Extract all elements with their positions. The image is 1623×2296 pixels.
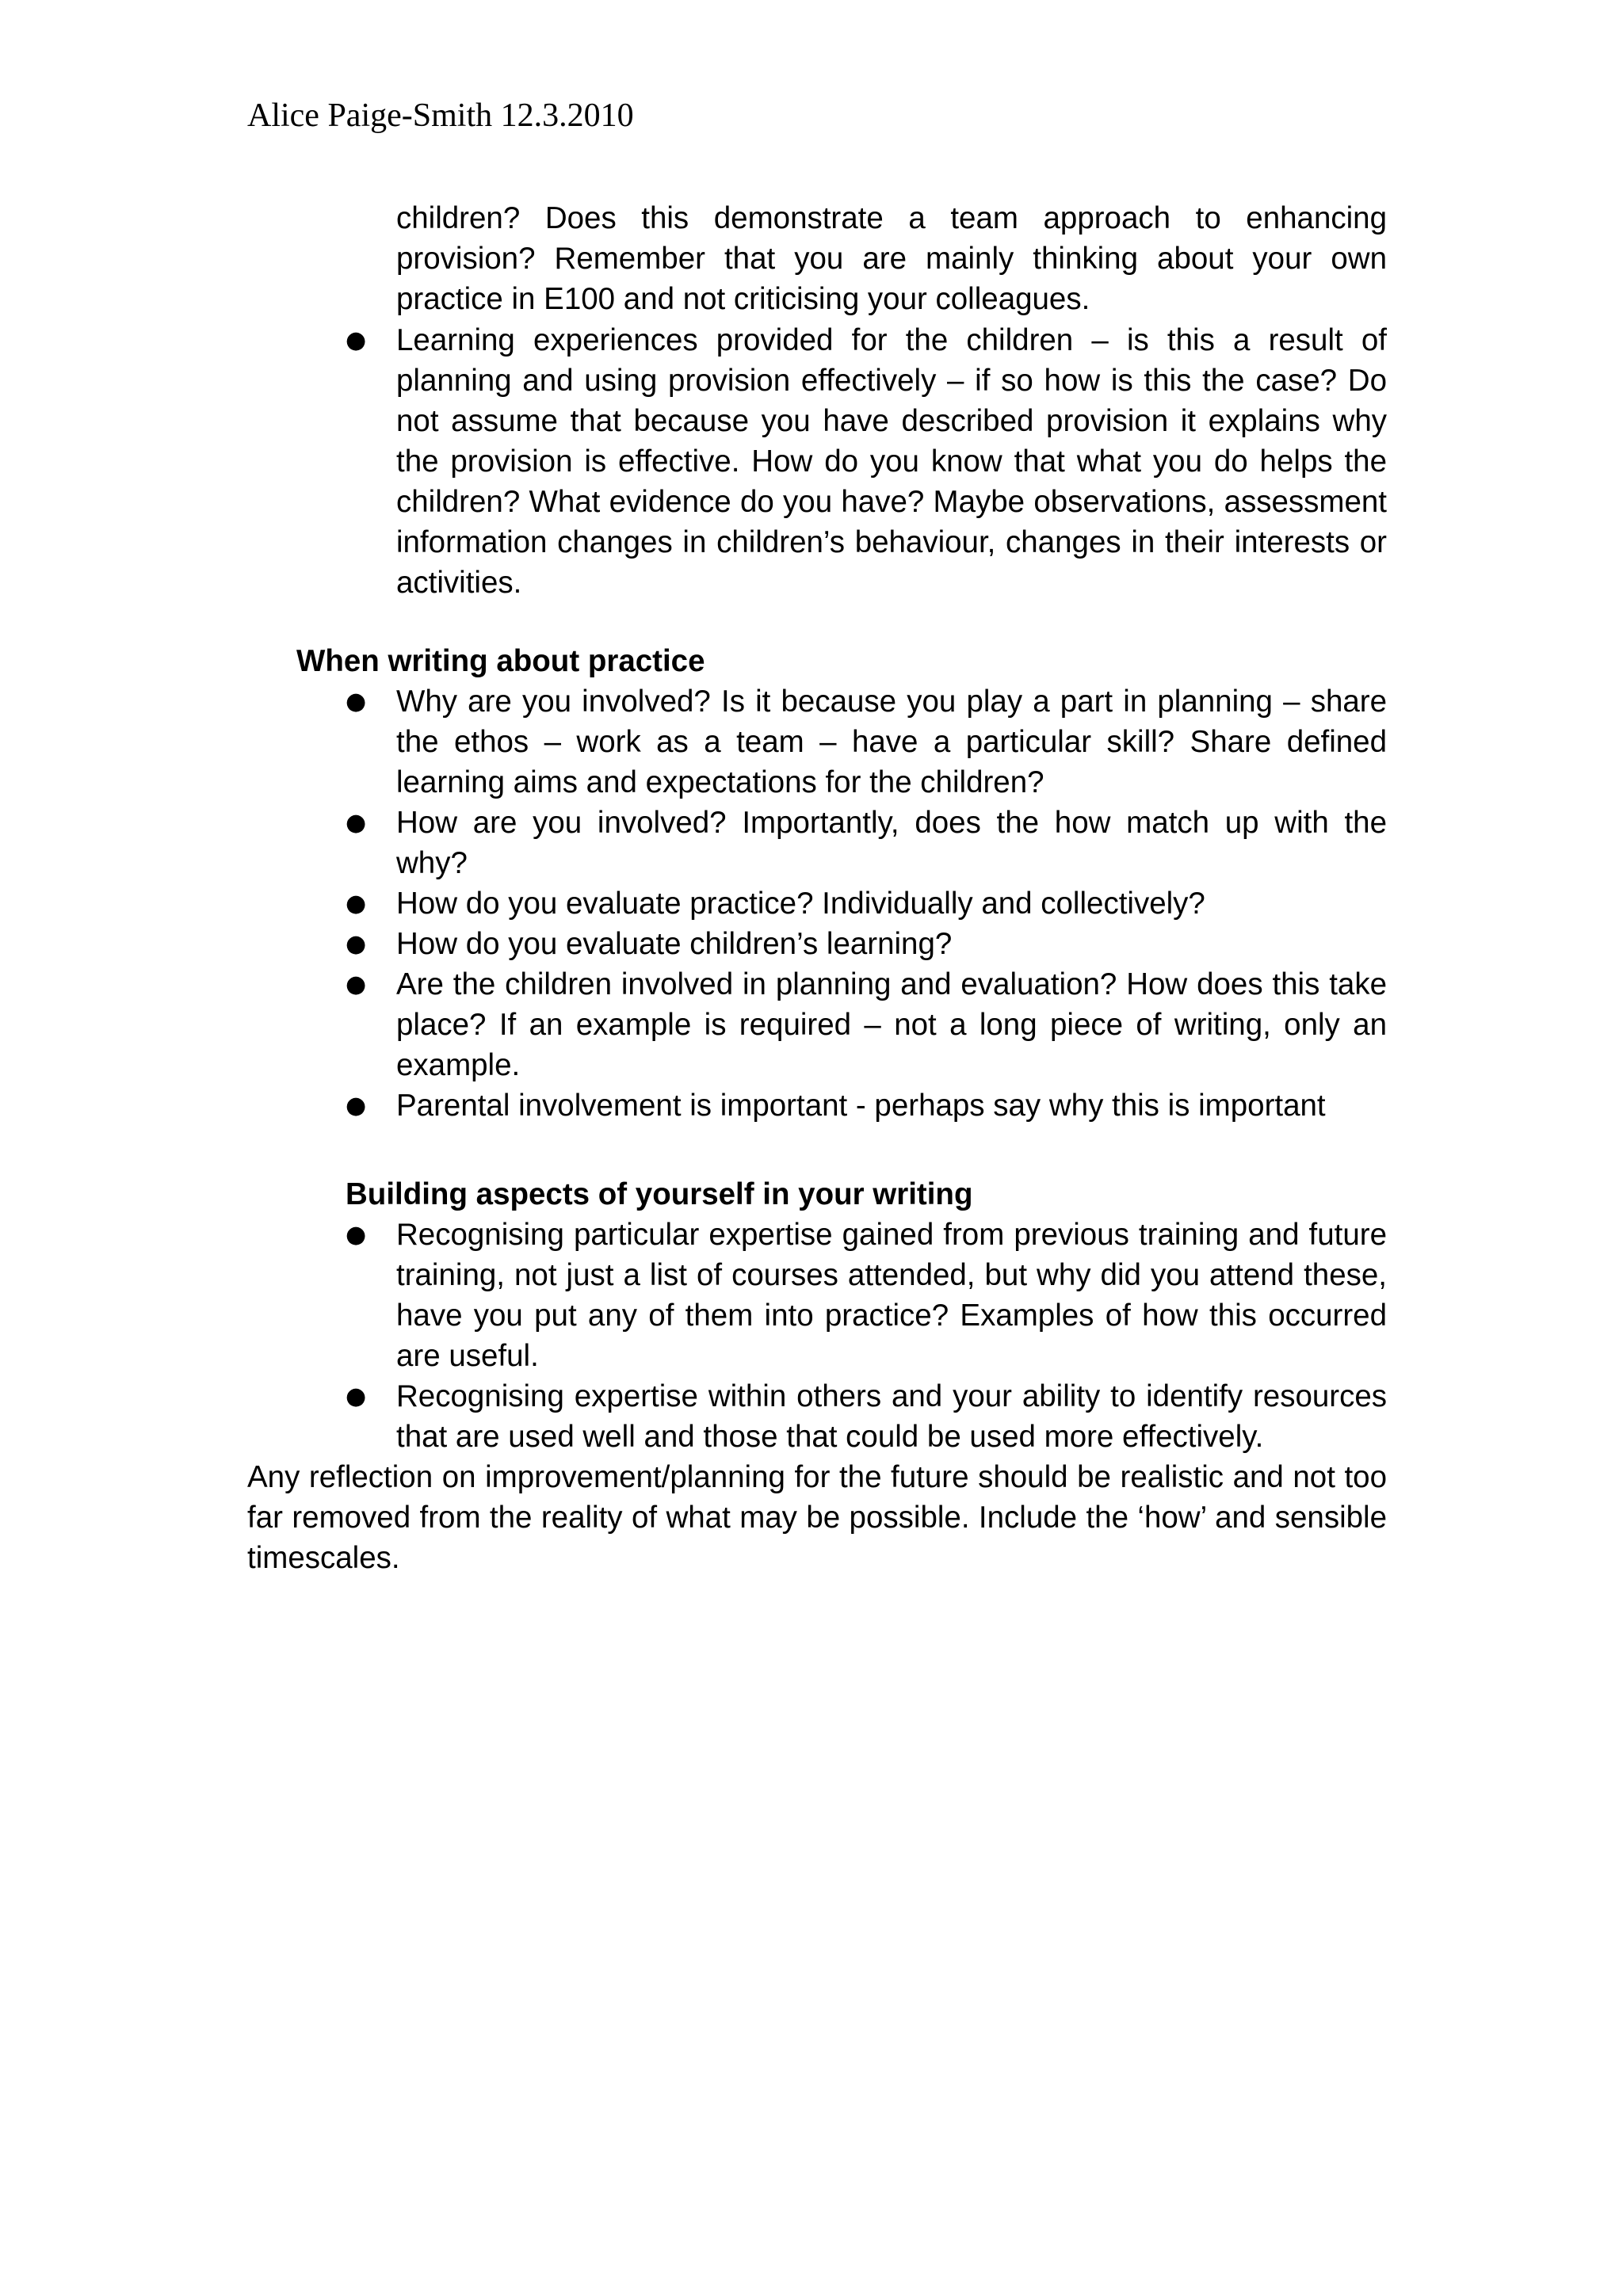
list-item-text: How do you evaluate children’s learning? <box>396 927 953 961</box>
list-item <box>346 1376 1387 1457</box>
list-item-text: How are you involved? Importantly, does the how match up with the why? <box>396 806 1387 880</box>
bullet-icon: ● <box>346 971 367 998</box>
bullet-list-provision <box>346 320 1387 603</box>
list-item-text: Parental involvement is important - perhaps say why this is important <box>396 1089 1326 1123</box>
closing-paragraph: Any reflection on improvement/planning for the future should be realistic and not too far removed from the reality of what may be possible. Include the ‘how’ and sensible timescales. <box>247 1460 1387 1575</box>
bullet-icon: ● <box>346 890 367 917</box>
section-heading-practice: When writing about practice <box>296 644 705 678</box>
list-item <box>346 320 1387 603</box>
list-item <box>346 803 1387 883</box>
section-heading-building: Building aspects of yourself in your writing <box>346 1177 973 1211</box>
bullet-icon: ● <box>346 930 367 958</box>
bullet-icon: ● <box>346 1383 367 1410</box>
bullet-list-practice <box>346 681 1387 1126</box>
list-item-text: Are the children involved in planning and evaluation? How does this take place? If an example is required – not a long piece of writing, only an example. <box>396 967 1387 1082</box>
continuation-paragraph: children? Does this demonstrate a team approach to enhancing provision? Remember that you are mainly thinking about your own practice in E100 and not criticising your colleagues. <box>396 201 1387 316</box>
list-item-text: Recognising particular expertise gained from previous training and future training, not just a list of courses attended, but why did you attend these, have you put any of them into practice? Examples of how this occurred are useful. <box>396 1218 1387 1373</box>
list-item-text: How do you evaluate practice? Individually and collectively? <box>396 887 1205 921</box>
list-item <box>346 924 1387 964</box>
list-item-text: Why are you involved? Is it because you play a part in planning – share the ethos – work as a team – have a particular skill? Share defined learning aims and expectations for the children? <box>396 685 1387 799</box>
list-item <box>346 681 1387 803</box>
bullet-icon: ● <box>346 1221 367 1249</box>
bullet-icon: ● <box>346 1092 367 1119</box>
list-item-text: Learning experiences provided for the children – is this a result of planning and using provision effectively – if so how is this the case? Do not assume that because you have described provision it explains why the provision is effective. How do you know that what you do helps the children? What evidence do you have? Maybe observations, assessment information changes in children’s behaviour, changes in their interests or activities. <box>396 323 1387 600</box>
list-item <box>346 964 1387 1085</box>
bullet-icon: ● <box>346 688 367 715</box>
bullet-icon: ● <box>346 809 367 837</box>
bullet-icon: ● <box>346 326 367 354</box>
list-item <box>346 883 1387 924</box>
list-item <box>346 1215 1387 1376</box>
list-item <box>346 1085 1387 1126</box>
page-header: Alice Paige-Smith 12.3.2010 <box>247 97 634 134</box>
list-item-text: Recognising expertise within others and your ability to identify resources that are used well and those that could be used more effectively. <box>396 1379 1387 1454</box>
bullet-list-building <box>346 1215 1387 1457</box>
